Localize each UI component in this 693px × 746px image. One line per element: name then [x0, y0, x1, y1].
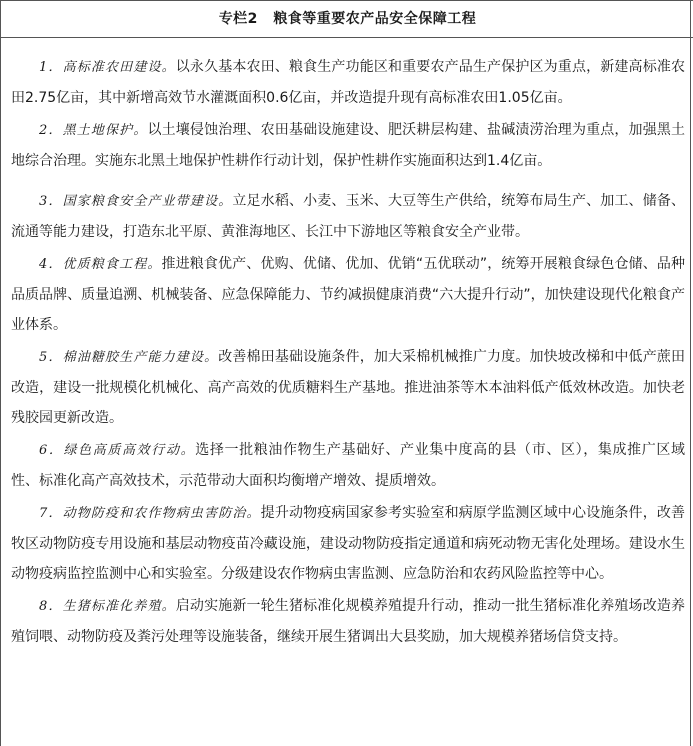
item-text: 提升动物疫病国家参考实验室和病原学监测区域中心设施条件，改善牧区动物防疫专用设施和基层动物疫苗冷藏设施，建设动物防疫指定通道和病死动物无害化处理场。建设水生动物疫病监控监测中心和实验室。分级建设农作物病虫害监测、应急防治和农药风险监控等中心。: [11, 505, 686, 582]
list-item: [11, 52, 685, 113]
list-item: [11, 498, 685, 589]
column-content: [11, 52, 685, 654]
list-item: [11, 435, 685, 496]
item-text: 以土壤侵蚀治理、农田基础设施建设、肥沃耕层构建、盐碱渍涝治理为重点，加强黑土地综合治理。实施东北黑土地保护性耕作行动计划，保护性耕作实施面积达到1.4亿亩。: [11, 122, 685, 169]
list-item: [11, 342, 685, 433]
item-text: 启动实施新一轮生猪标准化规模养殖提升行动，推动一批生猪标准化养殖场改造养殖饲喂、动物防疫及粪污处理等设施装备，继续开展生猪调出大县奖励，加大规模养猪场信贷支持。: [11, 598, 685, 645]
item-heading: 8．生猪标准化养殖。: [39, 599, 176, 614]
item-heading: 3．国家粮食安全产业带建设。: [39, 194, 233, 209]
list-item: [11, 115, 685, 176]
item-text: 改善棉田基础设施条件，加大采棉机械推广力度。加快坡改梯和中低产蔗田改造，建设一批规模化机械化、高产高效的优质糖料生产基地。推进油茶等木本油料低产低效林改造。加快老残胶园更新改造。: [11, 349, 685, 426]
item-heading: 6．绿色高质高效行动。: [39, 443, 196, 458]
column-title-bar: [1, 0, 693, 38]
item-text: 推进粮食优产、优购、优储、优加、优销“五优联动”，统筹开展粮食绿色仓储、品种品质品牌、质量追溯、机械装备、应急保障能力、节约减损健康消费“六大提升行动”，加快建设现代化粮食产业体系。: [11, 256, 685, 333]
item-heading: 1．高标准农田建设。: [39, 60, 176, 75]
item-text: 以永久基本农田、粮食生产功能区和重要农产品生产保护区为重点，新建高标准农田2.75亿亩，其中新增高效节水灌溉面积0.6亿亩，并改造提升现有高标准农田1.05亿亩。: [11, 59, 685, 106]
column-number: 专栏2: [218, 11, 258, 27]
item-heading: 4．优质粮食工程。: [39, 257, 162, 272]
list-item: [11, 249, 685, 340]
item-heading: 5．棉油糖胶生产能力建设。: [39, 350, 219, 365]
list-item: [11, 186, 685, 247]
item-heading: 2．黑土地保护。: [39, 123, 148, 138]
column-title: 粮食等重要农产品安全保障工程: [273, 11, 477, 27]
item-heading: 7．动物防疫和农作物病虫害防治。: [39, 506, 261, 521]
item-text: 立足水稻、小麦、玉米、大豆等生产供给，统筹布局生产、加工、储备、流通等能力建设，打造东北平原、黄淮海地区、长江中下游地区等粮食安全产业带。: [11, 193, 686, 240]
item-text: 选择一批粮油作物生产基础好、产业集中度高的县（市、区），集成推广区域性、标准化高产高效技术，示范带动大面积均衡增产增效、提质增效。: [11, 442, 685, 489]
list-item: [11, 591, 685, 652]
